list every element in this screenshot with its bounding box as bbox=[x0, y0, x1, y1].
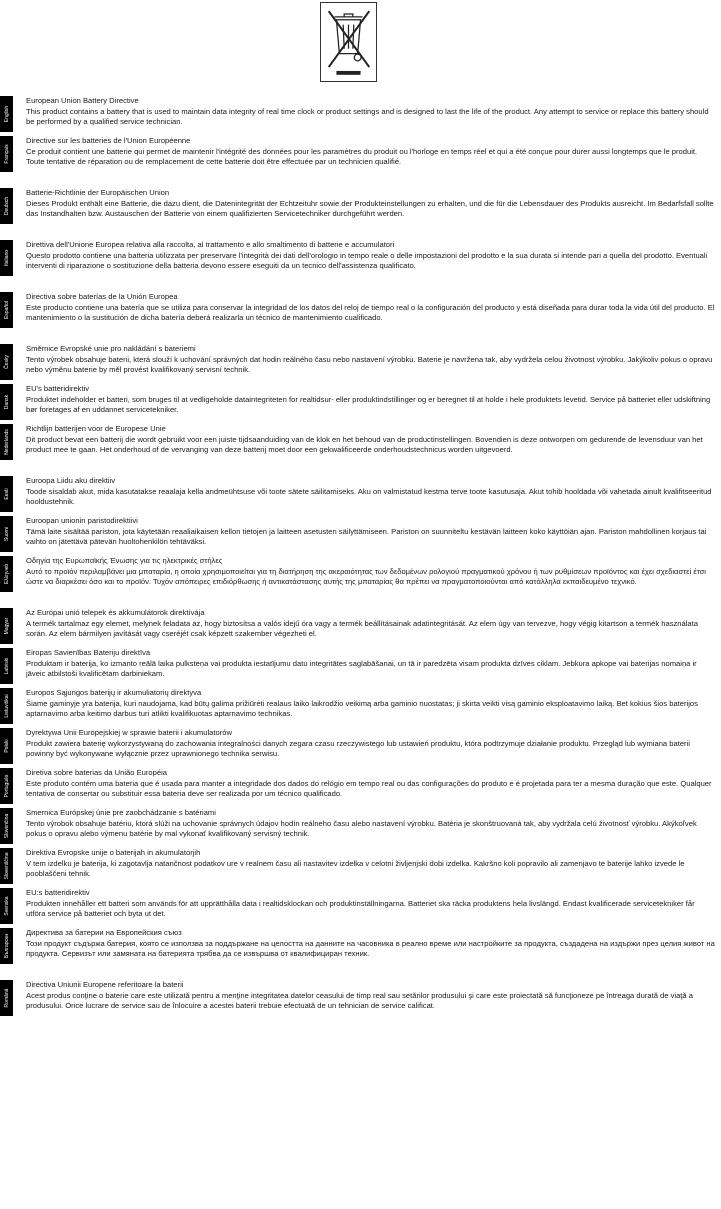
language-label: Română bbox=[3, 988, 10, 1008]
language-label: English bbox=[3, 105, 10, 123]
directive-section-latviski bbox=[0, 648, 721, 688]
section-title: Batterie-Richtlinie der Europäischen Union bbox=[26, 188, 170, 197]
section-title: Diretiva sobre baterias da União Européia bbox=[26, 768, 167, 777]
section-title: Direttiva dell'Unione Europea relativa alla raccolta, al trattamento e allo smaltimento di batterie e accumulatori bbox=[26, 240, 395, 249]
language-tab bbox=[0, 292, 13, 328]
language-label: Deutsch bbox=[3, 196, 10, 216]
language-label: Česky bbox=[3, 355, 10, 369]
section-body: A termék tartalmaz egy elemet, melynek feladata az, hogy biztosítsa a valós idejű óra vagy a termék beállításainak adatintegritását. Az elem úgy van tervezve, hogy végig kitartson a termék használata során. Az elem bármilyen javítását vagy cseréjét csak képzett szakember végezheti el. bbox=[26, 618, 698, 638]
language-label: Latviski bbox=[3, 657, 10, 675]
language-tab bbox=[0, 188, 13, 224]
language-tab bbox=[0, 980, 13, 1016]
section-body: Questo prodotto contiene una batteria utilizzata per preservare l'integrità dei dati dell'orologio in tempo reale o delle impostazioni del prodotto e la sua durata si intende pari a quella del prodotto. Eventuali interventi di riparazione o sostituzione della batteria devono essere eseguiti da un tecnico dell'assistenza qualificato. bbox=[26, 250, 708, 270]
section-body: This product contains a battery that is used to maintain data integrity of real time clock or product settings and is designed to last the life of the product. Any attempt to service or replace this battery should be performed by a qualified service technician. bbox=[26, 106, 709, 126]
section-title: Smernica Európskej únie pre zaobchádzanie s batériami bbox=[26, 808, 216, 817]
crossed-out-wheeled-bin-icon bbox=[320, 2, 377, 82]
directive-section-deutsch bbox=[0, 188, 721, 240]
language-tab bbox=[0, 384, 13, 420]
section-body: Acest produs conţine o baterie care este utilizată pentru a menţine integritatea datelor ceasului de timp real sau setărilor produsului şi care este proiectată să funcţioneze pe întreaga durată de viaţă a produsului. Orice lucrare de service sau de înlocuire a acestei baterii trebuie efectuată de un tehnician de service calificat. bbox=[26, 990, 693, 1010]
language-tab bbox=[0, 476, 13, 512]
directive-section-magyar bbox=[0, 608, 721, 648]
language-label: Български bbox=[3, 933, 10, 959]
directive-section-suomi bbox=[0, 516, 721, 556]
section-body: Tento výrobok obsahuje batériu, ktorá slúži na uchovanie správnych údajov hodín reálneho času alebo nastavení výrobku. Batéria je skonštruovaná tak, aby vydržala celú životnosť výrobku. Akýkoľvek pokus o opravu alebo výmenu batérie by mal vykonať kvalifikovaný servisný technik. bbox=[26, 818, 697, 838]
language-label: Nederlands bbox=[3, 429, 10, 455]
section-title: European Union Battery Directive bbox=[26, 96, 139, 105]
directive-section-polski bbox=[0, 728, 721, 768]
language-tab bbox=[0, 848, 13, 884]
language-tab bbox=[0, 136, 13, 172]
language-tab bbox=[0, 96, 13, 132]
section-body: Produktam ir baterija, ko izmanto reālā laika pulksteņa vai produkta iestatījumu datu integritātes saglabāšanai, un tā ir paredzēta visam produkta dzīves ciklam. Jebkura apkope vai baterijas nomaiņa ir jāveic atbilstoši kvalificētam darbiniekam. bbox=[26, 658, 697, 678]
section-body: Šiame gaminyje yra baterija, kuri naudojama, kad būtų galima prižiūrėti realaus laiko laikrodžio veikimą arba gaminio nuostatas; ji skirta veikti visą gaminio eksploatavimo laiką. Bet kokius šios baterijos aptarnavimo arba keitimo darbus turi atlikti kvalifikuotas aptarnavimo technikas. bbox=[26, 698, 698, 718]
language-tab bbox=[0, 344, 13, 380]
section-body: Dit product bevat een batterij die wordt gebruikt voor een juiste tijdsaanduiding van de klok en het behoud van de productinstellingen. Bovendien is deze ontworpen om gedurende de levensduur van het product mee te gaan. Het onderhoud of de vervanging van deze batterij moet door een gekwalificeerde onderhoudstechnicus worden uitgevoerd. bbox=[26, 434, 703, 454]
section-title: Direktiva Evropske unije o baterijah in akumulatorjih bbox=[26, 848, 201, 857]
language-label: Slovenčina bbox=[3, 813, 10, 839]
language-tab bbox=[0, 728, 13, 764]
language-label: Eesti bbox=[3, 488, 10, 500]
section-title: Az Európai unió telepek és akkumulátorok direktívája bbox=[26, 608, 205, 617]
language-tab bbox=[0, 556, 13, 592]
directive-section-espanol bbox=[0, 292, 721, 344]
language-label: Ελληνικά bbox=[3, 563, 10, 585]
directive-section-francais bbox=[0, 136, 721, 188]
section-body: Produkt zawiera baterię wykorzystywaną do zachowania integralności danych zegara czasu rzeczywistego lub ustawień produktu, która podtrzymuje działanie produktu. Przegląd lub wymiana baterii powinny być wykonywane wyłącznie przez uprawnionego technika serwisu. bbox=[26, 738, 690, 758]
section-body: Tämä laite sisältää pariston, jota käytetään reaaliaikaisen kellon tietojen ja laitteen asetusten säilyttämiseen. Pariston on suunniteltu kestävän laitteen koko käyttöiän ajan. Pariston mahdollinen korjaus tai vaihto on jätettävä pätevän huoltohenkilön tehtäväksi. bbox=[26, 526, 707, 546]
language-label: Lietuviškai bbox=[3, 694, 10, 718]
section-title: Directiva sobre baterías de la Unión Europea bbox=[26, 292, 178, 301]
directive-section-greek bbox=[0, 556, 721, 608]
directive-section-italiano bbox=[0, 240, 721, 292]
language-tab bbox=[0, 648, 13, 684]
directive-section-svenska bbox=[0, 888, 721, 928]
section-title: Directive sur les batteries de l'Union Européenne bbox=[26, 136, 191, 145]
section-title: Οδηγία της Ευρωπαϊκής Ένωσης για τις ηλεκτρικές στήλες bbox=[26, 556, 223, 565]
section-body: Este produto contém uma bateria que é usada para manter a integridade dos dados do relógio em tempo real ou das configurações do produto e é projetada para ter a mesma duração que este. Qualquer tentativa de consertar ou substituir essa bateria deve ser realizada por um técnico qualificado. bbox=[26, 778, 712, 798]
language-label: Dansk bbox=[3, 394, 10, 410]
section-title: Europos Sąjungos baterijų ir akumuliatorių direktyva bbox=[26, 688, 202, 697]
section-title: Dyrektywa Unii Europejskiej w sprawie baterii i akumulatorów bbox=[26, 728, 232, 737]
language-label: Magyar bbox=[3, 617, 10, 635]
language-label: Svenska bbox=[3, 896, 10, 916]
directive-section-romana bbox=[0, 980, 721, 1032]
language-label: Português bbox=[3, 774, 10, 798]
language-label: Français bbox=[3, 144, 10, 164]
directive-section-bulgarian bbox=[0, 928, 721, 980]
language-tab bbox=[0, 516, 13, 552]
section-title: Директива за батерии на Европейския съюз bbox=[26, 928, 182, 937]
directive-section-lietuviskai bbox=[0, 688, 721, 728]
section-body: Produktet indeholder et batteri, som bruges til at vedligeholde dataintegriteten for realtidsur- eller produktindstillinger og er beregnet til at holde i hele produktets levetid. Service på batteriet eller udskiftning bør foretages af en uddannet servicetekniker. bbox=[26, 394, 711, 414]
section-title: Richtlijn batterijen voor de Europese Unie bbox=[26, 424, 166, 433]
section-body: V tem izdelku je baterija, ki zagotavlja natančnost podatkov ure v realnem času ali nastavitev izdelka v celotni življenjski dobi izdelka. Kakršno koli popravilo ali zamenjavo te baterije lahko izvede le pooblaščeni tehnik. bbox=[26, 858, 685, 878]
section-title: Směrnice Evropské unie pro nakládání s bateriemi bbox=[26, 344, 196, 353]
section-title: Euroopa Liidu aku direktiiv bbox=[26, 476, 116, 485]
section-body: Produkten innehåller ett batteri som används för att upprätthålla data i realtidsklockan och produktinställningarna. Batteriet ska räcka produktens hela livslängd. Endast kvalificerade servicetekniker får utföra service på batteriet och byta ut det. bbox=[26, 898, 695, 918]
language-label: Polski bbox=[3, 739, 10, 753]
section-title: EU:s batteridirektiv bbox=[26, 888, 90, 897]
directive-section-cesky bbox=[0, 344, 721, 384]
section-title: Directiva Uniunii Europene referitoare la baterii bbox=[26, 980, 184, 989]
language-label: Español bbox=[3, 300, 10, 320]
section-body: Ce produit contient une batterie qui permet de maintenir l'intégrité des données pour les paramètres du produit ou l'horloge en temps réel et qui a été conçue pour durer aussi longtemps que le produit. Toute tentative de réparation ou de remplacement de cette batterie doit être effectuée par un technicien qualifié. bbox=[26, 146, 698, 166]
directive-section-slovencina bbox=[0, 808, 721, 848]
directive-section-eesti bbox=[0, 476, 721, 516]
section-body: Dieses Produkt enthält eine Batterie, die dazu dient, die Datenintegrität der Echtzeituhr sowie der Produkteinstellungen zu erhalten, und die für die Lebensdauer des Produkts ausreicht. Im Bedarfsfall sollte das Instandhalten bzw. Austauschen der Batterie von einem qualifizierten Servicetechniker durchgeführt werden. bbox=[26, 198, 714, 218]
section-title: Eiropas Savienības Bateriju direktīva bbox=[26, 648, 151, 657]
section-body: Този продукт съдържа батерия, която се използва за поддържане на целостта на данните на часовника в реално време или настройките за продукта, създадена на издържи през целия живот на продукта. Сервизът или замяната на батерията трябва да се извършва от квалифициран техник. bbox=[26, 938, 715, 958]
section-body: Tento výrobek obsahuje baterii, která slouží k uchování správných dat hodin reálného času nebo nastavení výrobku. Baterie je navržena tak, aby vydržela celou životnost výrobku. Jakýkoliv pokus o opravu nebo výměnu baterie by měl provést kvalifikovaný servisní technik. bbox=[26, 354, 713, 374]
section-title: Euroopan unionin paristodirektiivi bbox=[26, 516, 138, 525]
language-tab bbox=[0, 424, 13, 460]
section-title: EU's batteridirektiv bbox=[26, 384, 90, 393]
directive-section-nederlands bbox=[0, 424, 721, 476]
language-label: Italiano bbox=[3, 249, 10, 267]
section-body: Este producto contiene una batería que se utiliza para conservar la integridad de los datos del reloj de tiempo real o la configuración del producto y está diseñada para durar toda la vida útil del producto. El mantenimiento o la sustitución de dicha batería deberá realizarla un técnico de mantenimiento cualificado. bbox=[26, 302, 715, 322]
language-tab bbox=[0, 928, 13, 964]
language-label: Slovenščina bbox=[3, 852, 10, 880]
language-label: Suomi bbox=[3, 526, 10, 542]
directive-section-portugues bbox=[0, 768, 721, 808]
directive-section-dansk bbox=[0, 384, 721, 424]
section-body: Toode sisaldab akut, mida kasutatakse reaalaja kella andmeühtsuse või toote sätete säilitamiseks. Aku on valmistatud kestma terve toote kasutusaja. Akut tohib hooldada või vahetada ainult kvalifitseeritud hooldustehnik. bbox=[26, 486, 712, 506]
battery-directive-list bbox=[0, 96, 721, 1032]
section-body: Αυτό το προϊόν περιλαμβάνει μια μπαταρία, η οποία χρησιμοποιείται για τη διατήρηση της ακεραιότητας των δεδομένων ρολογιού πραγματικού χρόνου ή των ρυθμίσεων προϊόντος και έχει σχεδιαστεί έτσι ώστε να διαρκέσει όσο και το προϊόν. Τυχόν απόπειρες επιδιόρθωσης ή αντικατάστασης αυτής της μπαταρίας θα πρέπει να πραγματοποιούνται από κατάλληλα εκπαιδευμένο τεχνικό. bbox=[26, 566, 706, 586]
language-tab bbox=[0, 888, 13, 924]
language-tab bbox=[0, 688, 13, 724]
language-tab bbox=[0, 768, 13, 804]
language-tab bbox=[0, 808, 13, 844]
language-tab bbox=[0, 608, 13, 644]
directive-section-slovenscina bbox=[0, 848, 721, 888]
language-tab bbox=[0, 240, 13, 276]
directive-section-english bbox=[0, 96, 721, 136]
